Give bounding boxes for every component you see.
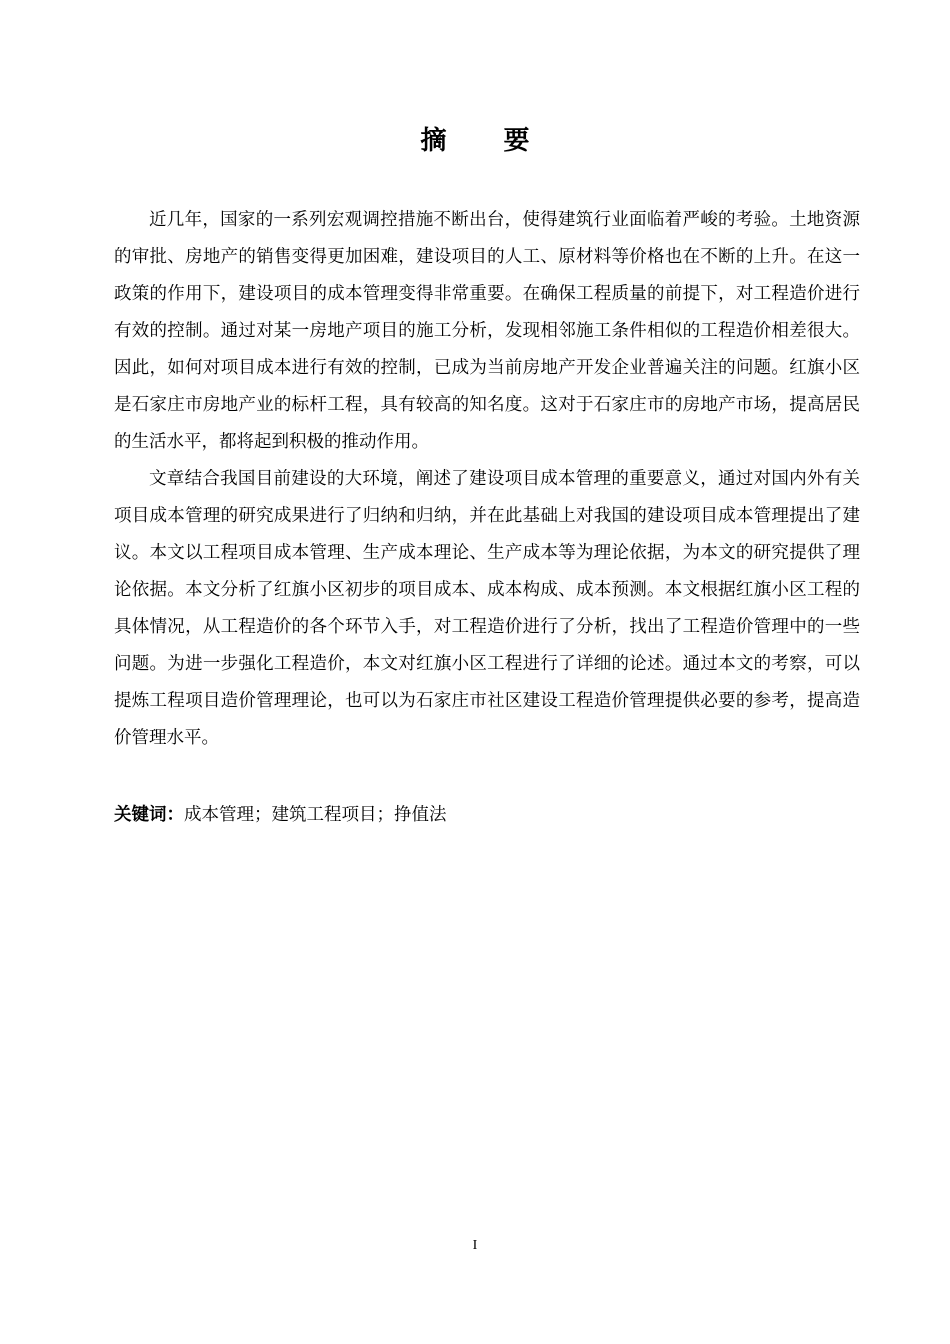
abstract-paragraph-2: 文章结合我国目前建设的大环境，阐述了建设项目成本管理的重要意义，通过对国内外有关项目成本管理的研究成果进行了归纳和归纳，并在此基础上对我国的建设项目成本管理提出了建议。本文以工程项目成本管理、生产成本理论、生产成本等为理论依据，为本文的研究提供了理论依据。本文分析了红旗小区初步的项目成本、成本构成、成本预测。本文根据红旗小区工程的具体情况，从工程造价的各个环节入手，对工程造价进行了分析，找出了工程造价管理中的一些问题。为进一步强化工程造价，本文对红旗小区工程进行了详细的论述。通过本文的考察，可以提炼工程项目造价管理理论，也可以为石家庄市社区建设工程造价管理提供必要的参考，提高造价管理水平。 [114, 469, 860, 748]
abstract-body [114, 202, 860, 757]
keywords-label: 关键词： [114, 805, 184, 825]
keywords-value: 成本管理；建筑工程项目；挣值法 [184, 805, 447, 825]
abstract-paragraph-1: 近几年，国家的一系列宏观调控措施不断出台，使得建筑行业面临着严峻的考验。土地资源的审批、房地产的销售变得更加困难，建设项目的人工、原材料等价格也在不断的上升。在这一政策的作用下，建设项目的成本管理变得非常重要。在确保工程质量的前提下，对工程造价进行有效的控制。通过对某一房地产项目的施工分析，发现相邻施工条件相似的工程造价相差很大。因此，如何对项目成本进行有效的控制，已成为当前房地产开发企业普遍关注的问题。红旗小区是石家庄市房地产业的标杆工程，具有较高的知名度。这对于石家庄市的房地产市场，提高居民的生活水平，都将起到积极的推动作用。 [114, 210, 860, 452]
page-title: 摘 要 [420, 126, 554, 156]
page-number: I [472, 1238, 478, 1253]
keywords-line [114, 800, 860, 830]
